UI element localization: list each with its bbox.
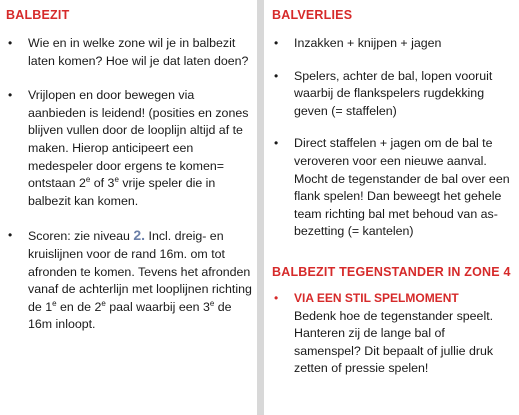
balbezit-panel — [0, 0, 257, 415]
list-item-text: Wie en in welke zone wil je in balbezit laten komen? Hoe wil je dat laten doen? — [28, 36, 249, 68]
bullet-icon: • — [8, 88, 13, 103]
list-item-text: Vrijlopen en door bewegen via aanbieden is leidend! (posities en zones blijven vullen door de looplijn altijd af te maken. Hierop anticipeert een medespeler door ergens te komen= ontstaan 2e of 3e vrije speler die in balbezit kan komen. — [28, 88, 249, 208]
list-item — [272, 135, 515, 241]
bullet-icon: • — [8, 36, 13, 50]
balverlies-heading: BALVERLIES — [272, 8, 353, 22]
list-item — [272, 68, 515, 121]
tegenstander-heading: BALBEZIT TEGENSTANDER IN ZONE 4 — [272, 264, 511, 279]
bullet-icon: • — [274, 290, 279, 305]
bullet-icon: • — [8, 228, 13, 243]
list-item-text: Inzakken + knijpen + jagen — [294, 36, 442, 50]
spelmoment-text: Bedenk hoe de tegenstander speelt. Hanteren zij de lange bal of samenspel? Dit bepaalt of jullie druk zetten of pressie spelen! — [294, 308, 494, 376]
list-item-text: Spelers, achter de bal, lopen vooruit waarbij de flankspelers rugdekking geven (= staffelen) — [294, 68, 493, 118]
list-item — [6, 227, 253, 334]
list-item — [272, 290, 515, 378]
list-item-text: Scoren: zie niveau 2. Incl. dreig- en kruislijnen voor de rand 16m. om tot afronden te komen. Tevens het afronden vanaf de achterlijn met looplijnen richting de 1e en de 2e paal waarbij een 3e de 16m inloopt. — [28, 227, 252, 332]
balbezit-list — [6, 35, 253, 334]
bullet-icon: • — [274, 136, 279, 151]
list-item — [272, 35, 515, 53]
bullet-icon: • — [274, 68, 279, 83]
bullet-icon: • — [274, 36, 279, 50]
tegenstander-list — [272, 290, 515, 378]
list-item-text: Direct staffelen + jagen om de bal te veroveren voor een nieuwe aanval. Mocht de tegenstander de bal over een flank spelen! Dan beweegt het gehele team richting bal met behoud van as- bezetting (= kantelen) — [294, 136, 510, 239]
spelmoment-title: VIA EEN STIL SPELMOMENT — [294, 290, 459, 305]
balverlies-panel — [264, 0, 519, 415]
list-item — [6, 35, 253, 70]
level-number: 2. — [133, 227, 146, 244]
list-item — [6, 87, 253, 210]
balbezit-heading: BALBEZIT — [6, 8, 70, 22]
balverlies-list — [272, 35, 515, 241]
